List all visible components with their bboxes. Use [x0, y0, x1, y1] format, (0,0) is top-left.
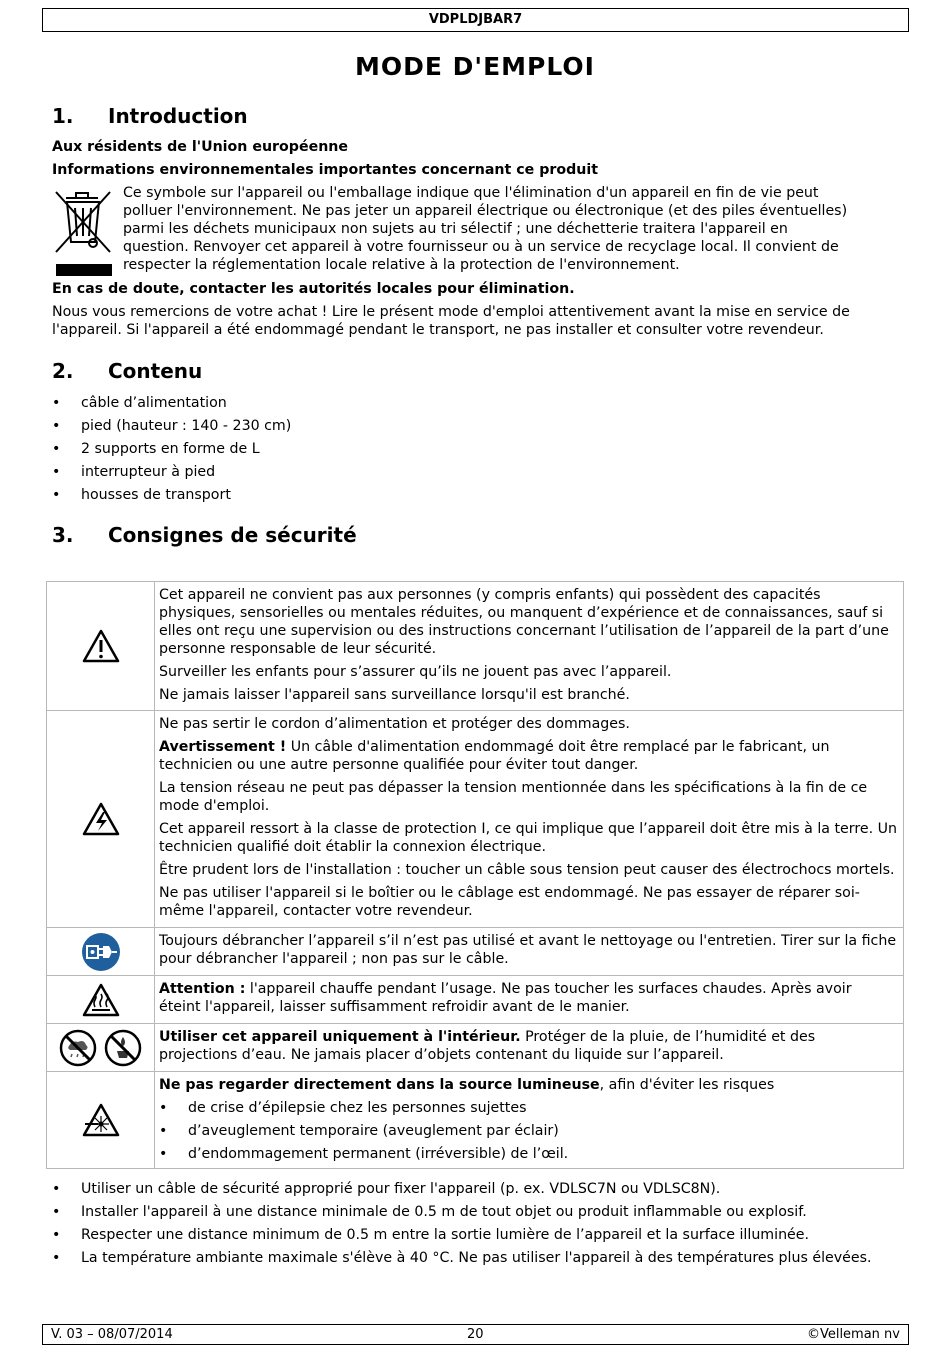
section-number: 2. — [52, 359, 74, 383]
list-item: • housses de transport — [52, 486, 291, 504]
safety-row — [47, 928, 904, 976]
safety-paragraph: Ne pas sertir le cordon d’alimentation et protéger des dommages. — [159, 716, 630, 732]
weee-line: question. Renvoyer cet appareil à votre fournisseur ou à un service de recyclage local. Il convient de — [123, 239, 839, 255]
weee-text — [123, 184, 847, 274]
section-contents-heading — [52, 359, 202, 383]
safety-row — [47, 582, 904, 711]
light-warning-label: Ne pas regarder directement dans la source lumineuse — [159, 1077, 600, 1093]
light-warning-text: , afin d'éviter les risques — [599, 1077, 775, 1093]
safety-row — [47, 976, 904, 1024]
section-number: 1. — [52, 104, 74, 128]
safety-icon-cell — [47, 928, 155, 976]
weee-line: respecter la réglementation locale relative à la protection de l'environnement. — [123, 257, 680, 273]
safety-icon-cell — [47, 711, 155, 928]
safety-paragraph: Cet appareil ressort à la classe de protection I, ce qui implique que l’appareil doit être mis à la terre. Un technicien qualifié doit établir la connexion électrique. — [159, 821, 897, 855]
safety-text-cell — [155, 1072, 904, 1169]
list-item: • d’endommagement permanent (irréversible) de l’œil. — [159, 1145, 897, 1163]
safety-table — [46, 581, 904, 1169]
safety-icon-cell — [47, 976, 155, 1024]
list-item: • de crise d’épilepsie chez les personnes sujettes — [159, 1099, 897, 1117]
safety-text-cell — [155, 1024, 904, 1072]
list-item: • La température ambiante maximale s'élève à 40 °C. Ne pas utiliser l'appareil à des températures plus élevées. — [52, 1249, 882, 1267]
footer-copyright: ©Velleman nv — [806, 1327, 900, 1342]
hot-surface-icon — [81, 992, 121, 1008]
safety-paragraph: Toujours débrancher l’appareil s’il n’est pas utilisé et avant le nettoyage ou l'entretien. Tirer sur la fiche pour débrancher l'appareil ; non pas sur le câble. — [159, 933, 897, 967]
env-info-heading: Informations environnementales importantes concernant ce produit — [52, 162, 599, 178]
safety-paragraph — [159, 1028, 897, 1064]
list-item: • interrupteur à pied — [52, 463, 291, 481]
list-item: • câble d’alimentation — [52, 394, 291, 412]
list-item: • 2 supports en forme de L — [52, 440, 291, 458]
list-item: • Utiliser un câble de sécurité approprié pour fixer l'appareil (p. ex. VDLSC7N ou VDLSC8N). — [52, 1180, 882, 1198]
residents-heading: Aux résidents de l'Union européenne — [52, 139, 349, 155]
page-footer — [42, 1324, 909, 1345]
safety-icon-cell — [47, 1024, 155, 1072]
safety-paragraph: Surveiller les enfants pour s’assurer qu’ils ne jouent pas avec l’appareil. — [159, 664, 672, 680]
footer-page-number: 20 — [467, 1327, 484, 1342]
list-item: • d’aveuglement temporaire (aveuglement par éclair) — [159, 1122, 897, 1140]
safety-text-cell — [155, 976, 904, 1024]
section-title: Contenu — [108, 359, 203, 383]
safety-icon-cell — [47, 1072, 155, 1169]
footer-version: V. 03 – 08/07/2014 — [51, 1327, 173, 1342]
warning-triangle-icon — [81, 638, 121, 654]
safety-icon-cell — [47, 582, 155, 711]
weee-bin-icon — [52, 184, 114, 280]
safety-paragraph — [159, 1076, 897, 1094]
safety-paragraph — [159, 738, 897, 774]
safety-row — [47, 711, 904, 928]
safety-row — [47, 1072, 904, 1169]
warning-text: Un câble d'alimentation endommagé doit être remplacé par le fabricant, un technicien ou une autre personne qualifiée pour éviter tout danger. — [159, 739, 830, 773]
section-intro-heading — [52, 104, 248, 128]
safety-paragraph: Cet appareil ne convient pas aux personnes (y compris enfants) qui possèdent des capacités physiques, sensorielles ou mentales réduites, ou manquent d’expérience et de connaissances, sauf si elles ont reçu une supervision ou des instructions concernant l’utilisation de l’appareil de la part d’une personne responsable de leur sécurité. — [159, 587, 889, 657]
safety-text-cell — [155, 928, 904, 976]
safety-paragraph: Être prudent lors de l'installation : toucher un câble sous tension peut causer des électrochocs mortels. — [159, 862, 895, 878]
safety-text-cell — [155, 711, 904, 928]
thanks-paragraph — [52, 303, 850, 339]
unplug-icon — [81, 944, 121, 960]
section-safety-heading — [52, 523, 357, 547]
weee-line: parmi les déchets municipaux non sujets au tri sélectif ; une déchetterie traitera l'appareil en — [123, 221, 788, 237]
safety-paragraph: La tension réseau ne peut pas dépasser la tension mentionnée dans les spécifications à la fin de ce mode d'emploi. — [159, 780, 868, 814]
section-title: Introduction — [108, 104, 248, 128]
warning-label: Avertissement ! — [159, 739, 287, 755]
electric-hazard-icon — [81, 811, 121, 827]
laser-warning-icon — [81, 1112, 121, 1128]
list-item: • Respecter une distance minimum de 0.5 m entre la sortie lumière de l’appareil et la surface illuminée. — [52, 1226, 882, 1244]
thanks-line: Nous vous remercions de votre achat ! Lire le présent mode d'emploi attentivement avant la mise en service de — [52, 304, 850, 320]
indoor-use-text: Protéger de la pluie, de l’humidité et des projections d’eau. Ne jamais placer d’objets contenant du liquide sur l’appareil. — [159, 1029, 816, 1063]
list-item: • pied (hauteur : 140 - 230 cm) — [52, 417, 291, 435]
final-safety-list — [52, 1180, 882, 1272]
safety-text-cell — [155, 582, 904, 711]
safety-row — [47, 1024, 904, 1072]
indoor-use-label: Utiliser cet appareil uniquement à l'intérieur. — [159, 1029, 521, 1045]
list-item: • Installer l'appareil à une distance minimale de 0.5 m de tout objet ou produit inflammable ou explosif. — [52, 1203, 882, 1221]
weee-line: Ce symbole sur l'appareil ou l'emballage indique que l'élimination d'un appareil en fin de vie peut — [123, 185, 819, 201]
weee-line: polluer l'environnement. Ne pas jeter un appareil électrique ou électronique (et des piles éventuelles) — [123, 203, 848, 219]
doubt-notice: En cas de doute, contacter les autorités locales pour élimination. — [52, 281, 575, 297]
contents-list — [52, 394, 291, 509]
page-title: MODE D'EMPLOI — [355, 52, 595, 81]
thanks-line: l'appareil. Si l'appareil a été endommagé pendant le transport, ne pas installer et consulter votre revendeur. — [52, 322, 824, 338]
header-model: VDPLDJBAR7 — [42, 8, 909, 32]
section-number: 3. — [52, 523, 74, 547]
no-rain-icon — [58, 1040, 103, 1056]
attention-label: Attention : — [159, 981, 246, 997]
safety-paragraph: Ne pas utiliser l'appareil si le boîtier ou le câblage est endommagé. Ne pas essayer de réparer soi-même l'appareil, contacter votre revendeur. — [159, 885, 860, 919]
light-risks-list — [159, 1099, 897, 1163]
safety-paragraph — [159, 980, 897, 1016]
no-liquid-icon — [103, 1040, 143, 1056]
section-title: Consignes de sécurité — [108, 523, 357, 547]
safety-paragraph: Ne jamais laisser l'appareil sans surveillance lorsqu'il est branché. — [159, 687, 630, 703]
attention-text: l'appareil chauffe pendant l’usage. Ne pas toucher les surfaces chaudes. Après avoir éteint l'appareil, laisser suffisamment refroidir avant de le manier. — [159, 981, 852, 1015]
